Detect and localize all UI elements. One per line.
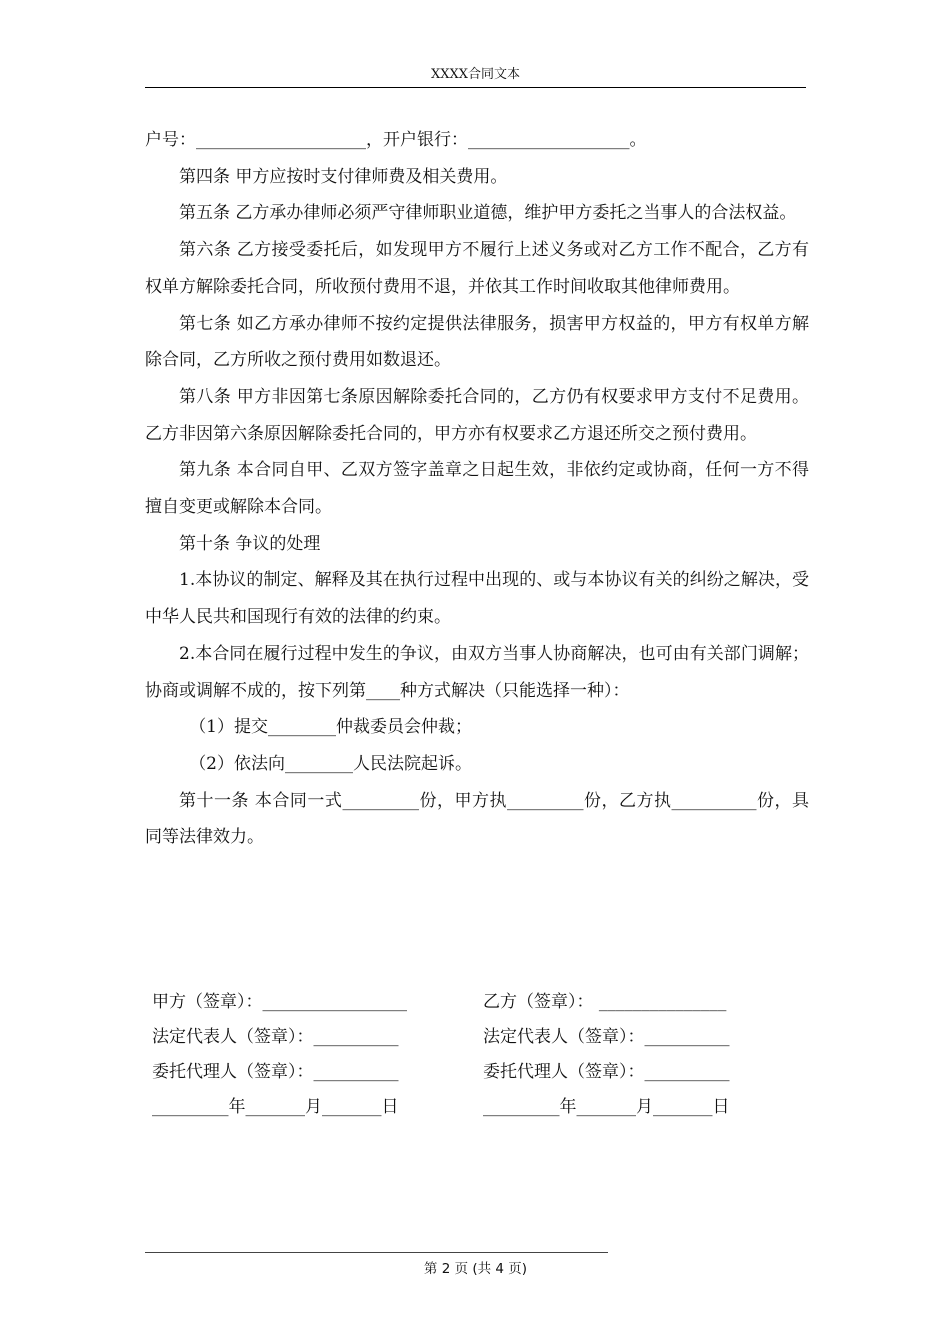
contract-body — [145, 122, 809, 856]
dispute-item-1: 1.本协议的制定、解释及其在执行过程中出现的、或与本协议有关的纠纷之解决，受中华人民共和国现行有效的法律的约束。 — [145, 570, 809, 628]
signature-row — [152, 1055, 792, 1090]
dispute-option-1: （1）提交________仲裁委员会仲裁； — [189, 717, 473, 738]
article-9: 第九条 本合同自甲、乙双方签字盖章之日起生效，非依约定或协商，任何一方不得擅自变更或解除本合同。 — [145, 460, 809, 518]
signature-row — [152, 1090, 792, 1125]
article-6: 第六条 乙方接受委托后，如发现甲方不履行上述义务或对乙方工作不配合，乙方有权单方解除委托合同，所收预付费用不退，并依其工作时间收取其他律师费用。 — [145, 240, 809, 297]
article-11: 第十一条 本合同一式_________份，甲方执_________份，乙方执__________份，具同等法律效力。 — [145, 790, 809, 848]
signature-row — [152, 1020, 792, 1055]
article-7: 第七条 如乙方承办律师不按约定提供法律服务，损害甲方权益的，甲方有权单方解除合同，乙方所收之预付费用如数退还。 — [145, 313, 809, 371]
article-4: 第四条 甲方应按时支付律师费及相关费用。 — [179, 166, 508, 187]
account-line: 户号：____________________，开户银行：___________________。 — [145, 130, 647, 150]
signature-row — [152, 985, 792, 1020]
party-b-legal-rep: 法定代表人（签章）：__________ — [483, 1027, 730, 1047]
article-10-heading: 第十条 争议的处理 — [179, 533, 321, 554]
party-a-signature: 甲方（签章）：_________________ — [152, 992, 407, 1012]
party-a-date: _________年_______月_______日 — [152, 1097, 399, 1117]
party-a-agent: 委托代理人（签章）：__________ — [152, 1062, 399, 1082]
page-number: 第 2 页 (共 4 页) — [423, 1261, 528, 1277]
party-a-legal-rep: 法定代表人（签章）：__________ — [152, 1027, 399, 1047]
party-b-agent: 委托代理人（签章）：__________ — [483, 1062, 730, 1082]
header-title: XXXX合同文本 — [430, 67, 521, 82]
party-b-date: _________年_______月_______日 — [483, 1097, 730, 1117]
article-5: 第五条 乙方承办律师必须严守律师职业道德，维护甲方委托之当事人的合法权益。 — [179, 203, 797, 224]
dispute-option-2: （2）依法向________人民法院起诉。 — [189, 753, 473, 774]
dispute-item-2: 2.本合同在履行过程中发生的争议，由双方当事人协商解决，也可由有关部门调解；协商或调解不成的，按下列第____种方式解决（只能选择一种）： — [145, 643, 809, 701]
party-b-signature: 乙方（签章）： _______________ — [483, 992, 727, 1012]
header-divider — [145, 87, 806, 88]
footer-divider — [145, 1252, 608, 1253]
article-8: 第八条 甲方非因第七条原因解除委托合同的，乙方仍有权要求甲方支付不足费用。乙方非因第六条原因解除委托合同的，甲方亦有权要求乙方退还所交之预付费用。 — [145, 386, 809, 444]
signature-block — [152, 985, 792, 1125]
